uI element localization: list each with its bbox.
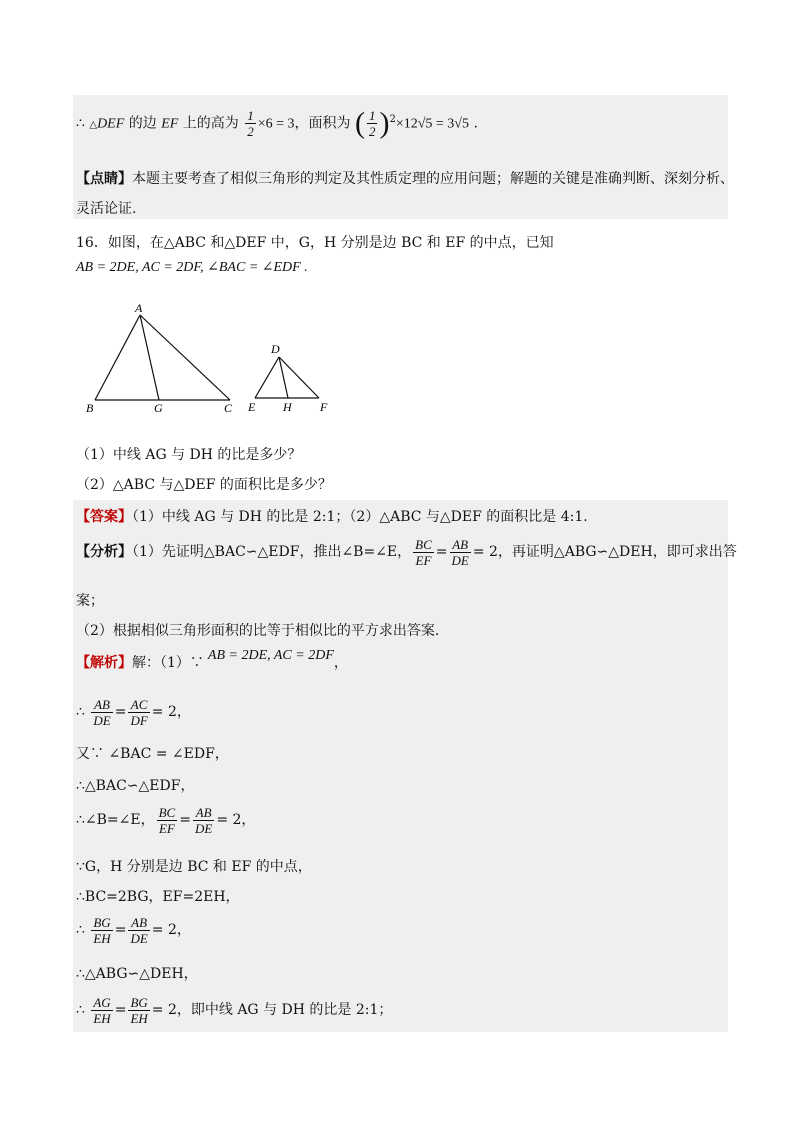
analysis-line-3: （2）根据相似三角形面积的比等于相似比的平方求出答案. bbox=[76, 623, 440, 639]
prev-height-area-line: ∴ △DEF 的边 EF 上的高为 $\frac{1}{2}$ ×6 = 3，面积为 ( $\frac{1}{2}$ )$^2$×12√5 = 3√5 . bbox=[76, 106, 478, 140]
fraction: $\frac{1}{2}$ bbox=[368, 108, 376, 140]
label-A: A bbox=[135, 301, 143, 315]
solution-line-4: ∴△BAC∽△EDF， bbox=[76, 778, 195, 794]
question-16-given: AB = 2DE, AC = 2DF, ∠BAC = ∠EDF . bbox=[76, 260, 308, 275]
solution-line-5: ∴∠B=∠E， $\frac{BC}{EF}$ = $\frac{AB}{DE}$ = 2， bbox=[76, 804, 256, 836]
solution-line-2: ∴ $\frac{AB}{DE}$ = $\frac{AC}{DF}$ = 2， bbox=[76, 696, 191, 728]
label-B: B bbox=[86, 401, 94, 415]
triangle-figure bbox=[80, 300, 340, 420]
solution-line-10: ∴ $\frac{AG}{EH}$ = $\frac{BG}{EH}$ = 2，即中线 AG 与 DH 的比是 2:1； bbox=[76, 994, 393, 1026]
comment-line-2: 灵活论证. bbox=[76, 201, 137, 217]
fraction: $\frac{1}{2}$ bbox=[247, 108, 254, 140]
answer-line: 【答案】（1）中线 AG 与 DH 的比是 2:1；（2）△ABC 与△DEF 的面积比是 4:1. bbox=[76, 509, 588, 525]
label-G: G bbox=[154, 401, 163, 415]
answer-analysis-block bbox=[73, 500, 728, 1032]
label-F: F bbox=[320, 400, 328, 414]
label-E: E bbox=[248, 400, 256, 414]
analysis-line-2: 案； bbox=[76, 593, 104, 609]
analysis-line-1: 【分析】（1）先证明△BAC∽△EDF，推出∠B=∠E， $\frac{BC}{EF}$ = $\frac{AB}{DE}$ = 2，再证明△ABG∽△DEH，即可求出答 bbox=[76, 536, 737, 568]
label-C: C bbox=[224, 401, 233, 415]
comment-line-1: 【点睛】本题主要考查了相似三角形的判定及其性质定理的应用问题；解题的关键是准确判断、深刻分析、 bbox=[76, 171, 734, 187]
question-16-line-1: 16．如图，在△ABC 和△DEF 中，G，H 分别是边 BC 和 EF 的中点，已知 bbox=[76, 235, 554, 251]
solution-line-7: ∴BC=2BG，EF=2EH， bbox=[76, 889, 240, 905]
solution-line-9: ∴△ABG∽△DEH， bbox=[76, 966, 198, 982]
label-H: H bbox=[283, 400, 292, 414]
solution-line-1: 【解析】解：（1）∵ AB = 2DE, AC = 2DF， bbox=[76, 648, 348, 671]
sub-question-2: （2）△ABC 与△DEF 的面积比是多少？ bbox=[76, 477, 332, 493]
sub-question-1: （1）中线 AG 与 DH 的比是多少？ bbox=[76, 447, 302, 463]
solution-line-8: ∴ $\frac{BG}{EH}$ = $\frac{AB}{DE}$ = 2， bbox=[76, 914, 191, 946]
solution-line-6: ∵G，H 分别是边 BC 和 EF 的中点， bbox=[76, 859, 312, 875]
solution-line-3: 又∵ ∠BAC = ∠EDF， bbox=[76, 746, 229, 762]
label-D: D bbox=[271, 342, 280, 356]
